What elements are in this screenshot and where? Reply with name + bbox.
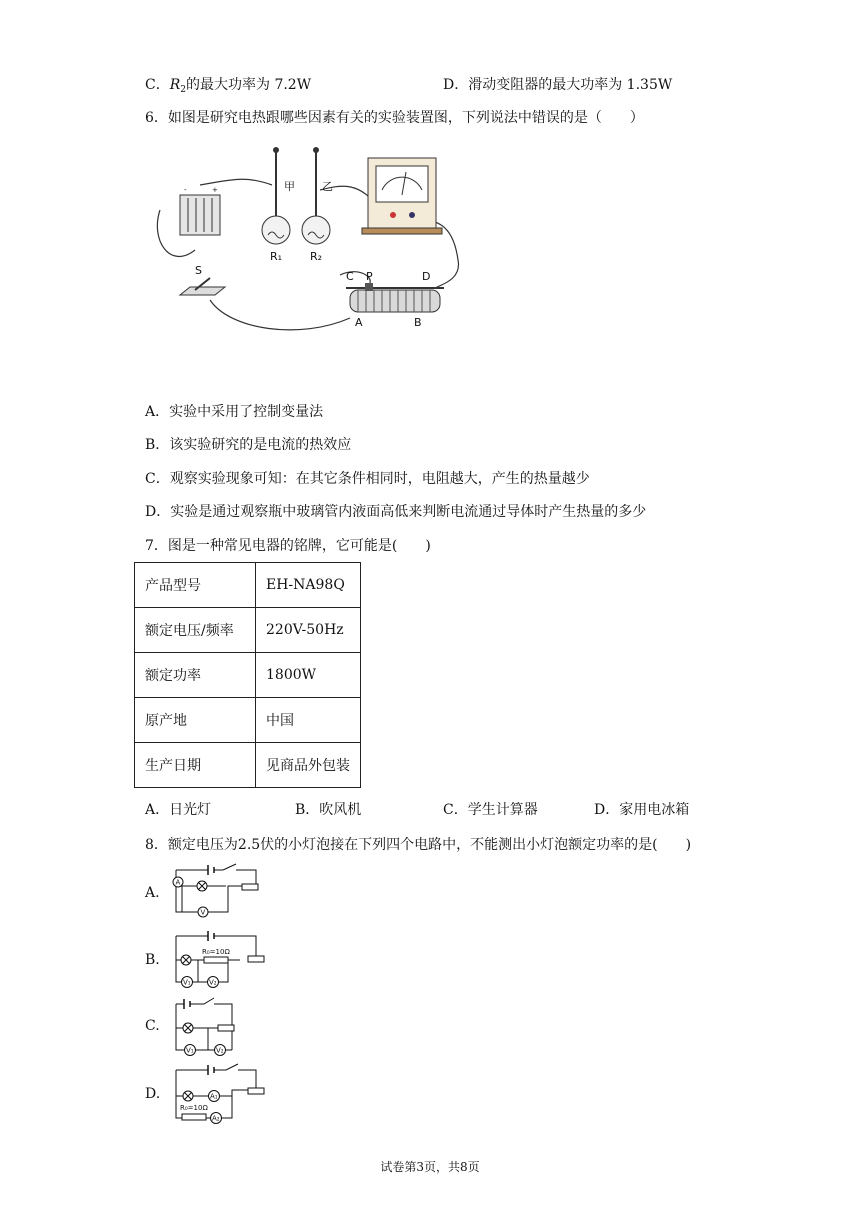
battery-icon	[180, 186, 220, 235]
v1-label: V₁	[183, 978, 191, 987]
q5-option-c-prefix: C．	[145, 77, 170, 93]
q8-option-b-letter: B.	[145, 952, 160, 968]
circuit-c-diagram	[168, 994, 248, 1060]
q7-option-a: A．日光灯	[145, 802, 212, 818]
table-cell: 220V-50Hz	[256, 608, 361, 653]
label-yi: 乙	[322, 180, 333, 193]
circuit-a-diagram	[168, 860, 268, 920]
q6-option-b: B．该实验研究的是电流的热效应	[145, 437, 352, 453]
switch-icon	[180, 278, 225, 295]
circuit-b-diagram	[168, 926, 268, 992]
q6-option-c: C．观察实验现象可知：在其它条件相同时，电阻越大，产生的热量越少	[145, 471, 590, 487]
q8-option-c-letter: C.	[145, 1018, 160, 1034]
label-c: C	[346, 270, 354, 283]
q5-option-c-var: R	[169, 77, 181, 93]
label-jia: 甲	[284, 180, 295, 193]
ammeter-icon	[362, 158, 442, 234]
label-b: B	[414, 316, 422, 329]
a1-label: A₁	[210, 1092, 218, 1101]
ammeter-label: A	[175, 878, 181, 887]
label-r1: R₁	[270, 250, 283, 263]
label-s: S	[195, 264, 202, 277]
flask-yi-icon	[302, 147, 330, 244]
table-row	[135, 698, 361, 743]
nameplate-table	[134, 562, 361, 788]
table-cell: 原产地	[135, 698, 256, 743]
q6-apparatus-figure	[150, 140, 470, 340]
q7-option-d: D．家用电冰箱	[594, 802, 690, 818]
circuit-d-diagram	[168, 1058, 268, 1128]
flask-jia-icon	[262, 147, 290, 244]
v2-label-c: V₂	[216, 1046, 224, 1055]
table-cell: 产品型号	[135, 563, 256, 608]
q7-stem: 7．图是一种常见电器的铭牌，它可能是( )	[145, 538, 431, 554]
r0-label-d: R₀=10Ω	[180, 1104, 208, 1112]
q8-option-d-letter: D.	[145, 1086, 161, 1102]
q7-option-b: B．吹风机	[295, 802, 362, 818]
table-row	[135, 608, 361, 653]
q6-option-d: D．实验是通过观察瓶中玻璃管内液面高低来判断电流通过导体时产生热量的多少	[145, 504, 647, 520]
table-cell: 额定功率	[135, 653, 256, 698]
v2-label: V₂	[209, 978, 217, 987]
q8-stem: 8．额定电压为2.5伏的小灯泡接在下列四个电路中，不能测出小灯泡额定功率的是( )	[145, 837, 692, 853]
table-cell: EH-NA98Q	[256, 563, 361, 608]
label-d: D	[422, 270, 431, 283]
table-cell: 额定电压/频率	[135, 608, 256, 653]
q5-option-d: D．滑动变阻器的最大功率为 1.35W	[443, 77, 673, 93]
svg-text:+: +	[212, 186, 218, 194]
label-p: P	[366, 270, 373, 283]
table-row	[135, 653, 361, 698]
table-cell: 生产日期	[135, 743, 256, 788]
table-row	[135, 563, 361, 608]
r0-label: R₀=10Ω	[202, 948, 230, 956]
q6-option-a: A．实验中采用了控制变量法	[145, 404, 324, 420]
voltmeter-label: V	[200, 908, 206, 917]
label-r2: R₂	[310, 250, 323, 263]
table-cell: 1800W	[256, 653, 361, 698]
q7-option-c: C．学生计算器	[443, 802, 538, 818]
page-footer: 试卷第3页，共8页	[380, 1160, 480, 1174]
q5-option-c-text: 的最大功率为 7.2W	[186, 77, 312, 93]
table-row	[135, 743, 361, 788]
q5-option-c-sub: 2	[180, 85, 186, 95]
label-a: A	[355, 316, 363, 329]
q8-option-a-letter: A.	[145, 885, 160, 901]
v1-label-c: V₁	[186, 1046, 194, 1055]
q5-option-c	[145, 74, 311, 95]
table-cell: 见商品外包装	[256, 743, 361, 788]
rheostat-icon	[346, 283, 444, 312]
a2-label: A₂	[212, 1114, 220, 1123]
q6-stem: 6．如图是研究电热跟哪些因素有关的实验装置图，下列说法中错误的是（ ）	[145, 110, 644, 126]
svg-text:-: -	[184, 186, 187, 194]
table-cell: 中国	[256, 698, 361, 743]
